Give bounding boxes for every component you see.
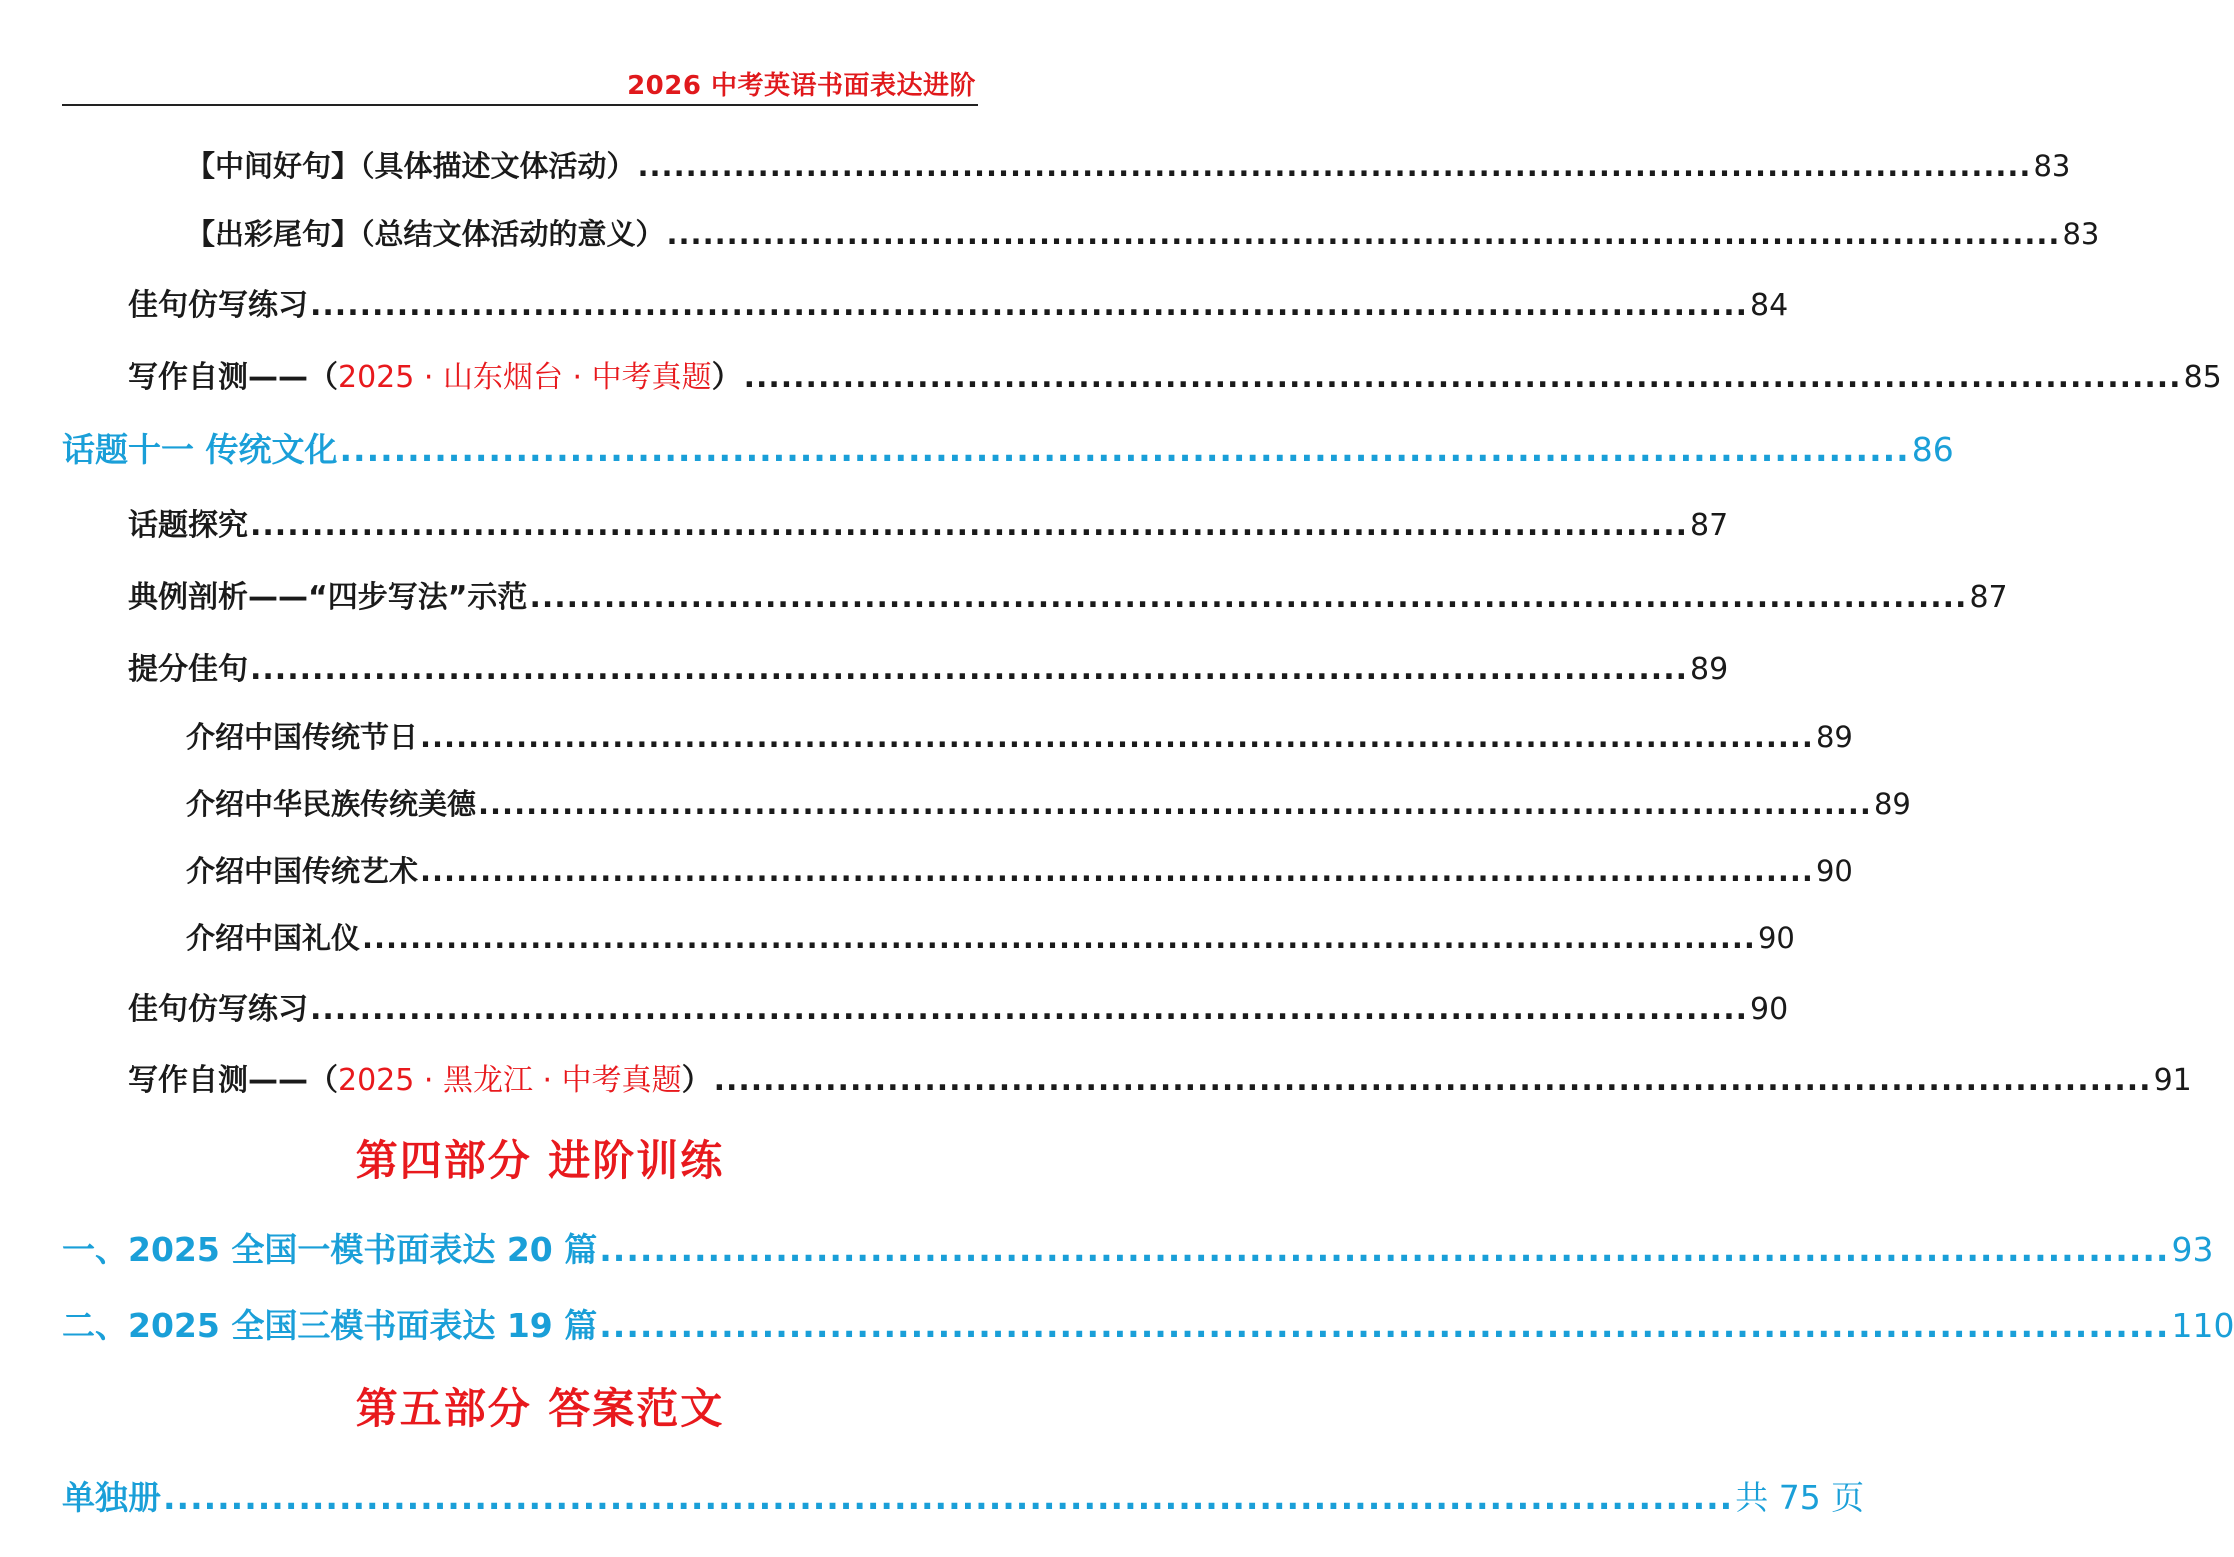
- toc-entry[interactable]: [128, 644, 1729, 688]
- toc-page-number: 89: [1815, 720, 1853, 754]
- dot-leader: ....................................................................................................................: [666, 217, 2061, 251]
- toc-entry-label: 单独册: [62, 1478, 161, 1517]
- toc-page-number: 83: [2062, 217, 2100, 251]
- toc-entry-label-prefix: 写作自测——（: [128, 360, 338, 395]
- toc-entry[interactable]: [128, 280, 1789, 324]
- dot-leader: ....................................................................................................................: [163, 1478, 1734, 1517]
- exam-source-label: 2025 · 黑龙江 · 中考真题: [338, 1063, 682, 1098]
- dot-leader: ....................................................................................................................: [420, 854, 1814, 888]
- toc-entry[interactable]: [186, 849, 1853, 890]
- toc-topic-entry[interactable]: [62, 1300, 2234, 1347]
- toc-topic-entry[interactable]: [62, 424, 1954, 471]
- dot-leader: ....................................................................................................................: [339, 430, 1910, 469]
- toc-entry-label-suffix: ）: [681, 1063, 712, 1098]
- dot-leader: ....................................................................................................................: [250, 508, 1688, 543]
- dot-leader: ....................................................................................................................: [637, 149, 2032, 183]
- toc-entry[interactable]: [186, 916, 1795, 957]
- toc-entry[interactable]: [186, 782, 1911, 823]
- toc-topic-entry[interactable]: [62, 1224, 2214, 1271]
- toc-page-number: 83: [2033, 149, 2071, 183]
- toc-entry[interactable]: [186, 212, 2100, 253]
- toc-entry[interactable]: [128, 352, 2222, 396]
- toc-entry-label: 佳句仿写练习: [128, 992, 308, 1027]
- toc-entry-label: 佳句仿写练习: [128, 288, 308, 323]
- toc-page-number: 86: [1911, 430, 1954, 469]
- toc-page-number: 89: [1690, 652, 1729, 687]
- dot-leader: ....................................................................................................................: [362, 921, 1756, 955]
- toc-page-number: 共 75 页: [1735, 1478, 1865, 1517]
- toc-entry-label: 典例剖析——“四步写法”示范: [128, 580, 528, 615]
- toc-entry-label-prefix: 写作自测——（: [128, 1063, 338, 1098]
- dot-leader: ....................................................................................................................: [420, 720, 1814, 754]
- toc-page-number: 90: [1750, 992, 1789, 1027]
- toc-page-number: 89: [1873, 787, 1911, 821]
- toc-page-number: 87: [1969, 580, 2008, 615]
- toc-entry-label: [128, 352, 742, 396]
- toc-entry-label: 话题十一 传统文化: [62, 430, 338, 469]
- dot-leader: ....................................................................................................................: [310, 992, 1748, 1027]
- toc-entry-label: 提分佳句: [128, 652, 248, 687]
- toc-page-number: 91: [2153, 1063, 2192, 1098]
- toc-entry[interactable]: [128, 572, 2008, 616]
- dot-leader: ....................................................................................................................: [599, 1230, 2170, 1269]
- toc-page-number: 87: [1690, 508, 1729, 543]
- toc-entry-label: 【出彩尾句】（总结文体活动的意义）: [186, 217, 665, 251]
- toc-entry-label: [128, 1055, 712, 1099]
- dot-leader: ....................................................................................................................: [310, 288, 1748, 323]
- toc-page-number: 90: [1815, 854, 1853, 888]
- toc-page-number: 93: [2171, 1230, 2214, 1269]
- toc-page-number: 110: [2171, 1306, 2234, 1345]
- toc-entry-label: 二、2025 全国三模书面表达 19 篇: [62, 1306, 598, 1345]
- toc-entry-label: 介绍中华民族传统美德: [186, 787, 477, 821]
- toc-page-number: 85: [2183, 360, 2222, 395]
- toc-entry-label: 介绍中国传统节日: [186, 720, 419, 754]
- dot-leader: ....................................................................................................................: [478, 787, 1872, 821]
- toc-topic-entry[interactable]: [62, 1472, 1865, 1519]
- dot-leader: ....................................................................................................................: [743, 360, 2182, 395]
- part-four-heading: 第四部分 进阶训练: [355, 1136, 725, 1185]
- toc-entry[interactable]: [186, 715, 1853, 756]
- toc-entry-label: 话题探究: [128, 508, 248, 543]
- exam-source-label: 2025 · 山东烟台 · 中考真题: [338, 360, 712, 395]
- dot-leader: ....................................................................................................................: [250, 652, 1688, 687]
- toc-entry[interactable]: [128, 500, 1729, 544]
- dot-leader: ....................................................................................................................: [599, 1306, 2170, 1345]
- toc-entry-label: 一、2025 全国一模书面表达 20 篇: [62, 1230, 598, 1269]
- header-title: 2026 中考英语书面表达进阶: [627, 71, 976, 101]
- dot-leader: ....................................................................................................................: [529, 580, 1968, 615]
- dot-leader: ....................................................................................................................: [713, 1063, 2152, 1098]
- toc-page-number: 84: [1750, 288, 1789, 323]
- toc-page-number: 90: [1757, 921, 1795, 955]
- toc-entry-label: 介绍中国传统艺术: [186, 854, 419, 888]
- toc-entry-label: 介绍中国礼仪: [186, 921, 361, 955]
- toc-entry[interactable]: [128, 984, 1789, 1028]
- part-five-heading: 第五部分 答案范文: [355, 1384, 725, 1433]
- toc-entry-label: 【中间好句】（具体描述文体活动）: [186, 149, 636, 183]
- toc-entry[interactable]: [128, 1055, 2192, 1099]
- page-header: [62, 60, 978, 106]
- toc-entry-label-suffix: ）: [711, 360, 742, 395]
- toc-entry[interactable]: [186, 144, 2071, 185]
